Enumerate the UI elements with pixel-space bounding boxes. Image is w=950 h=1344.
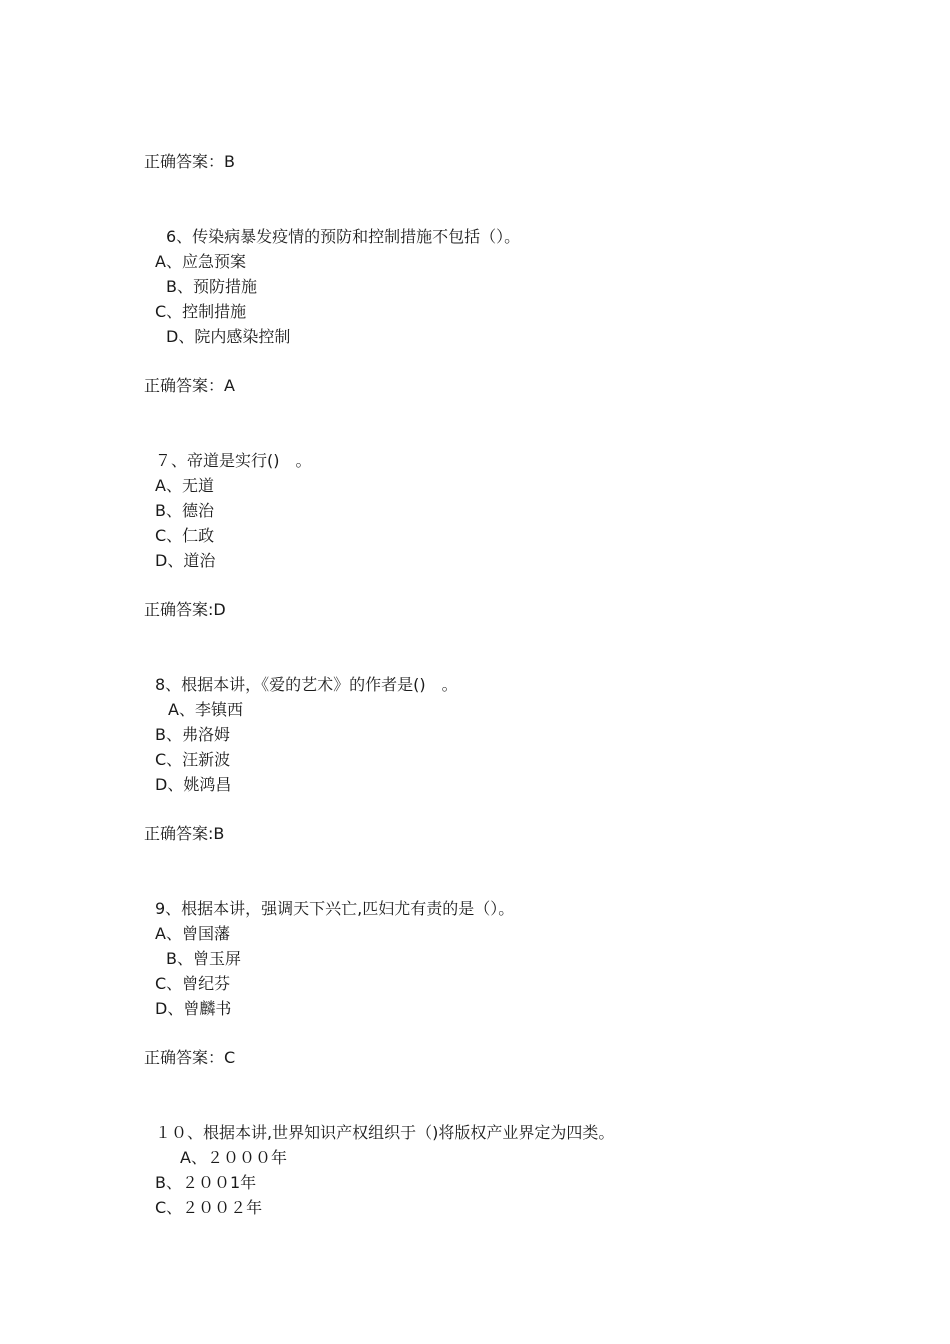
- option-9a: A、曾国藩: [155, 924, 230, 943]
- option-6d: D、院内感染控制: [166, 327, 291, 346]
- option-7c: C、仁政: [155, 526, 215, 545]
- question-8: 8、根据本讲，《爱的艺术》的作者是() 。: [155, 675, 458, 694]
- answer-prev: 正确答案：B: [144, 152, 235, 171]
- option-8a: A、李镇西: [168, 700, 243, 719]
- question-9: 9、根据本讲，强调天下兴亡,匹妇尤有责的是（）。: [155, 899, 515, 918]
- option-8d: D、姚鸿昌: [155, 775, 232, 794]
- option-8b: B、弗洛姆: [155, 725, 230, 744]
- question-6: 6、传染病暴发疫情的预防和控制措施不包括（）。: [166, 227, 521, 246]
- answer-6: 正确答案：A: [144, 376, 235, 395]
- option-10a: A、２０００年: [180, 1148, 287, 1167]
- option-6c: C、控制措施: [155, 302, 247, 321]
- option-7a: A、无道: [155, 476, 214, 495]
- option-9d: D、曾麟书: [155, 999, 232, 1018]
- option-10c: C、２００２年: [155, 1198, 263, 1217]
- option-7b: B、德治: [155, 501, 214, 520]
- option-9c: C、曾纪芬: [155, 974, 231, 993]
- answer-8: 正确答案:B: [144, 824, 225, 843]
- answer-7: 正确答案:D: [144, 600, 226, 619]
- option-9b: B、曾玉屏: [166, 949, 241, 968]
- option-8c: C、汪新波: [155, 750, 231, 769]
- answer-9: 正确答案：C: [144, 1048, 236, 1067]
- option-6a: A、应急预案: [155, 252, 246, 271]
- question-10: １０、根据本讲,世界知识产权组织于（)将版权产业界定为四类。: [155, 1123, 615, 1142]
- option-6b: B、预防措施: [166, 277, 257, 296]
- question-7: ７、帝道是实行() 。: [155, 451, 312, 470]
- option-7d: D、道治: [155, 551, 216, 570]
- option-10b: B、２００1年: [155, 1173, 257, 1192]
